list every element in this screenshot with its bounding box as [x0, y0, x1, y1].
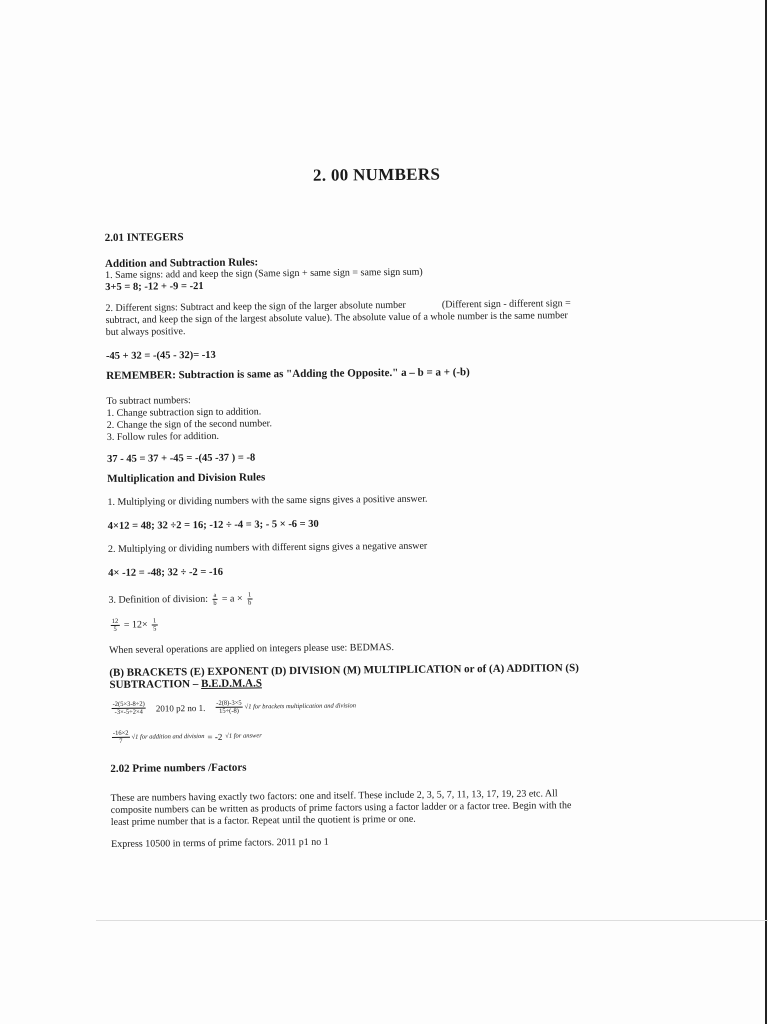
fraction-numerator: -2(5×3-8÷2)	[112, 700, 145, 708]
fraction-expression-step	[215, 700, 242, 715]
example-same-signs: 3+5 = 8; -12 + -9 = -21	[105, 280, 204, 293]
fraction-numerator: -16×2	[112, 729, 129, 737]
rule-different-signs-note: (Different sign - different sign =	[441, 298, 571, 311]
marking-note: √1 for addition and division	[131, 732, 205, 741]
bedmas-subtraction-label: SUBTRACTION –	[109, 678, 202, 691]
prime-paragraph-line-2: composite numbers can be written as products of prime factors using a factor ladder or a factor tree. Begin with the	[110, 800, 572, 816]
rule-different-signs-cont: subtract, and keep the sign of the largest absolute value). The absolute value of a whole number is the same number	[105, 310, 568, 326]
division-definition-label: 3. Definition of division:	[108, 593, 209, 606]
remember-note: REMEMBER: Subtraction is same as "Adding the Opposite." a – b = a + (-b)	[106, 366, 470, 382]
fraction-denominator: b	[213, 599, 217, 607]
exam-reference: 2010 p2 no 1.	[155, 702, 206, 713]
bedmas-note: When several operations are applied on integers please use: BEDMAS.	[108, 641, 395, 656]
example-different-signs-multiply: 4× -12 = -48; 32 ÷ -2 = -16	[108, 566, 224, 579]
example-different-signs: -45 + 32 = -(45 - 32)= -13	[105, 349, 216, 362]
bedmas-line-1: (B) BRACKETS (E) EXPONENT (D) DIVISION (M) MULTIPLICATION or of (A) ADDITION (S)	[109, 662, 579, 679]
worked-answer: = -2	[207, 731, 223, 742]
marking-note: √1 for brackets multiplication and division	[244, 702, 357, 711]
section-heading-prime-numbers: 2.02 Prime numbers /Factors	[110, 761, 247, 775]
fraction-numerator: -2(8)-3×5	[216, 699, 242, 707]
fraction-numerator: 1	[248, 591, 252, 599]
heading-addition-subtraction: Addition and Subtraction Rules:	[104, 256, 259, 270]
fraction-1-over-b	[247, 591, 252, 606]
prime-paragraph-line-3: least prime number that is a factor. Repeat until the quotient is prime or one.	[110, 813, 416, 828]
fraction-denominator: 5	[153, 625, 157, 633]
rule-same-signs: 1. Same signs: add and keep the sign (Same sign + same sign = same sign sum)	[105, 266, 423, 281]
fraction-denominator: 7	[119, 737, 123, 745]
rule-different-signs: 2. Different signs: Subtract and keep the sign of the larger absolute number	[105, 299, 406, 314]
fraction-denominator: b	[248, 599, 252, 607]
division-example-mid: = 12×	[123, 619, 148, 631]
page-title: 2. 00 NUMBERS	[312, 164, 441, 185]
fraction-12-over-5	[111, 618, 120, 633]
fraction-numerator: 12	[111, 617, 119, 625]
division-definition-mid: = a ×	[221, 593, 243, 605]
heading-multiplication-division: Multiplication and Division Rules	[107, 471, 266, 485]
marking-note-answer: √1 for answer	[225, 732, 262, 740]
subtract-step-1: 1. Change subtraction sign to addition.	[106, 406, 262, 419]
page-fold-line	[96, 920, 768, 921]
fraction-expression	[112, 701, 146, 716]
fraction-a-over-b	[212, 592, 217, 607]
rule-same-signs-multiply: 1. Multiplying or dividing numbers with the same signs gives a positive answer.	[107, 493, 428, 508]
prime-factor-exercise: Express 10500 in terms of prime factors. 2011 p1 no 1	[111, 836, 329, 850]
example-subtraction: 37 - 45 = 37 + -45 = -(45 -37 ) = -8	[106, 452, 256, 465]
fraction-numerator: a	[213, 591, 217, 599]
fraction-expression	[112, 730, 130, 745]
document-body	[104, 162, 656, 851]
fraction-denominator: 15÷(-8)	[219, 707, 239, 715]
section-heading-integers: 2.01 INTEGERS	[104, 231, 184, 244]
rule-different-signs-end: but always positive.	[105, 326, 186, 338]
prime-paragraph-line-1: These are numbers having exactly two factors: one and itself. These include 2, 3, 5, 7, 11, 13, 17, 19, 23 etc. All	[110, 788, 558, 804]
subtract-steps-intro: To subtract numbers:	[106, 395, 191, 407]
bedmas-acronym: B.E.D.M.A.S	[201, 677, 262, 691]
subtract-step-2: 2. Change the sign of the second number.	[106, 418, 272, 431]
example-same-signs-multiply: 4×12 = 48; 32 ÷2 = 16; -12 ÷ -4 = 3; - 5 × -6 = 30	[107, 518, 319, 532]
fraction-numerator: 1	[152, 617, 157, 625]
page-edge-line	[765, 0, 767, 1024]
rule-different-signs-multiply: 2. Multiplying or dividing numbers with different signs gives a negative answer	[107, 540, 428, 555]
subtract-step-3: 3. Follow rules for addition.	[106, 430, 220, 443]
fraction-denominator: -3×-5÷2×4	[114, 708, 143, 716]
fraction-denominator: 5	[113, 625, 117, 633]
fraction-1-over-5	[152, 617, 157, 632]
